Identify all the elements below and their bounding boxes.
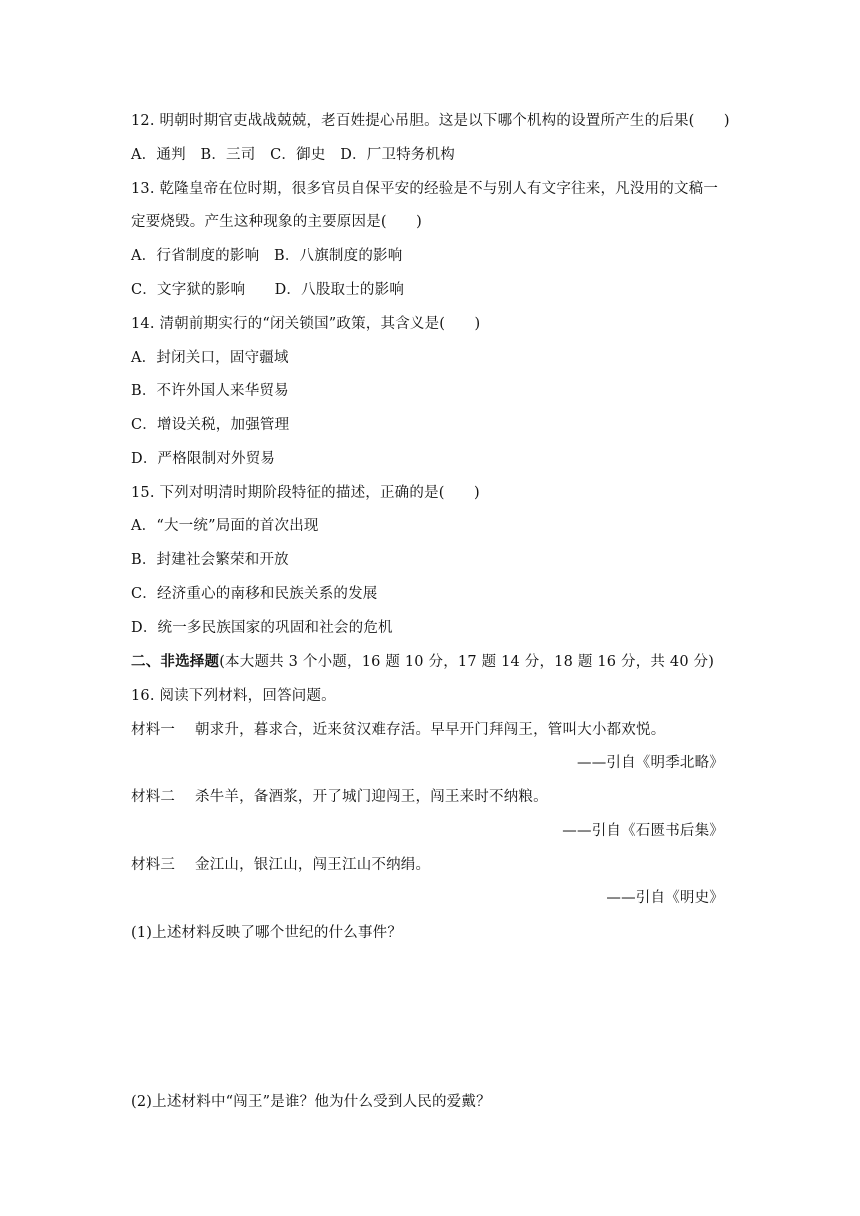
material2-text: 杀牛羊，备酒浆，开了城门迎闯王，闯王来时不纳粮。 [195,789,548,805]
q16-material1 [131,720,731,740]
q14-option-d: D．严格限制对外贸易 [131,451,276,467]
section2-heading: 二、非选择题 [131,653,220,670]
q16-stem: 16. 阅读下列材料，回答问题。 [131,688,336,704]
q14-stem: 14. 清朝前期实行的“闭关锁国”政策，其含义是( ) [131,316,481,332]
q12-options: A．通判 B．三司 C．御史 D．厂卫特务机构 [131,147,455,163]
material2-source: ——引自《石匮书后集》 [562,823,724,839]
q14-option-b: B．不许外国人来华贸易 [131,383,289,399]
section2-note: (本大题共 3 个小题，16 题 10 分，17 题 14 分，18 题 16 分，共 40 分) [219,654,715,670]
q15-option-b: B．封建社会繁荣和开放 [131,552,289,568]
section2-heading-line [131,652,731,672]
material2-label: 材料二 [131,789,176,805]
material3-label: 材料三 [131,857,176,873]
q13-stem-line2: 定要烧毁。产生这种现象的主要原因是( ) [131,214,423,230]
material1-text: 朝求升，暮求合，近来贫汉难存活。早早开门拜闯王，管叫大小都欢悦。 [195,722,666,738]
q16-material3 [131,855,731,875]
q15-option-d: D．统一多民族国家的巩固和社会的危机 [131,620,393,636]
q15-option-c: C．经济重心的南移和民族关系的发展 [131,586,378,602]
q13-options-line1: A．行省制度的影响 B．八旗制度的影响 [131,248,403,264]
q14-option-c: C．增设关税，加强管理 [131,417,290,433]
q14-option-a: A．封闭关口，固守疆域 [131,350,289,366]
q13-stem-line1: 13. 乾隆皇帝在位时期，很多官员自保平安的经验是不与别人有文字往来，凡没用的文稿一 [131,181,719,197]
material1-source: ——引自《明季北略》 [577,755,724,771]
q15-option-a: A．“大一统”局面的首次出现 [131,518,319,534]
q13-options-line2: C．文字狱的影响 D．八股取士的影响 [131,282,405,298]
q16-sub1: (1)上述材料反映了哪个世纪的什么事件？ [131,925,403,941]
q16-material2 [131,787,731,807]
material1-label: 材料一 [131,722,176,738]
q15-stem: 15. 下列对明清时期阶段特征的描述，正确的是( ) [131,485,480,501]
material3-text: 金江山，银江山，闯王江山不纳绢。 [195,857,431,873]
material3-source: ——引自《明史》 [606,890,724,906]
q16-sub2: (2)上述材料中“闯王”是谁？他为什么受到人民的爱戴？ [131,1094,491,1110]
q12-stem: 12. 明朝时期官吏战战兢兢，老百姓提心吊胆。这是以下哪个机构的设置所产生的后果( ) [131,113,730,129]
